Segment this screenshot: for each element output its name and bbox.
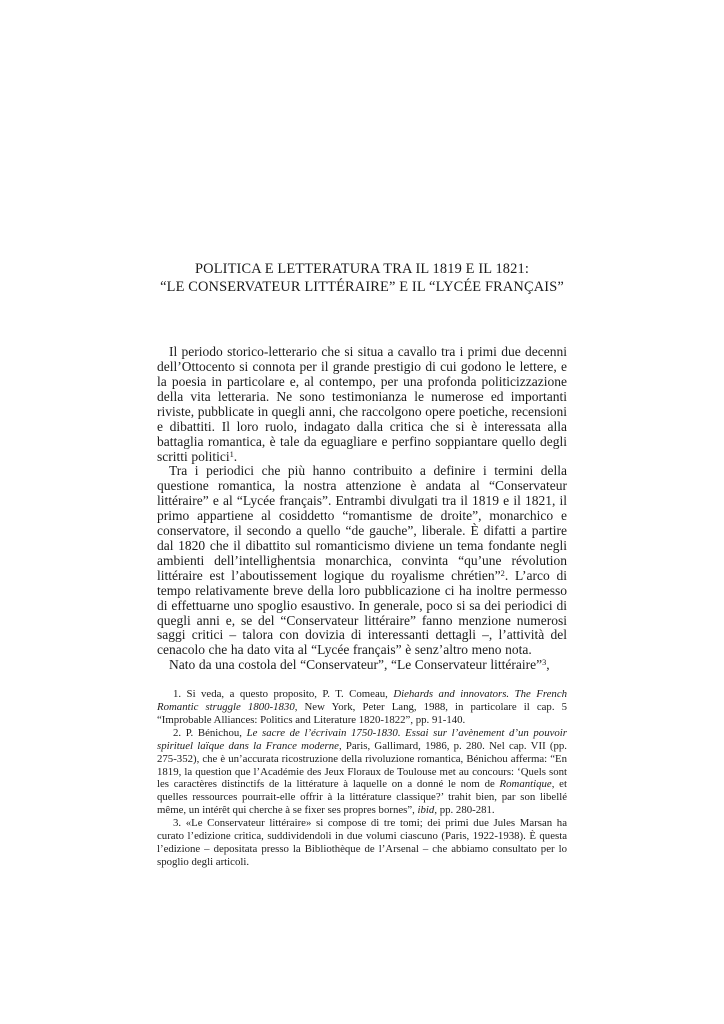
article-title-line-1: POLITICA E LETTERATURA TRA IL 1819 E IL 1821: (195, 261, 529, 277)
footnotes-section (157, 688, 567, 869)
article-body (157, 345, 567, 673)
footnote-1: 1. Si veda, a questo proposito, P. T. Comeau, Diehards and innovators. The French Romantic struggle 1800-1830, New York, Peter Lang, 1988, in particolare il cap. 5 “Improbable Alliances: Politics and Literature 1820-1822”, pp. 91-140. (157, 688, 568, 726)
article-title-line-2: “LE CONSERVATEUR LITTÉRAIRE” E IL “LYCÉE FRANÇAIS” (160, 278, 564, 295)
body-paragraph-2: Tra i periodici che più hanno contribuito a definire i termini della questione romantica, la nostra attenzione è andata al “Conservateur littéraire” e al “Lycée français”. Entrambi divulgati tra il 1819 e il 1821, il primo appartiene al cosiddetto “romantisme de droite”, monarchico e conservatore, il secondo a quello “de gauche”, liberale. È difatti a partire dal 1820 che il dibattito sul romanticismo diviene un tema fondante negli ambienti dell’intellighentsia monarchica, convinta “qu’une révolution littéraire est l’aboutissement logique du royalisme chrétien”$^2$. L’arco di tempo relativamente breve della loro pubblicazione ci ha inoltre permesso di effettuarne uno spoglio esaustivo. In generale, poco si sa dei periodici di quegli anni e, se del “Conservateur littéraire” fanno menzione numerosi saggi critici – talora con dovizia di interessanti dettagli –, l’attività del cenacolo che ha dato vita al “Lycée français” è senz’altro meno nota. (157, 463, 567, 658)
body-paragraph-3: Nato da una costola del “Conservateur”, “Le Conservateur littéraire”$^3$, (169, 657, 550, 673)
article-title (157, 261, 567, 296)
body-paragraph-1: Il periodo storico-letterario che si situa a cavallo tra i primi due decenni dell’Ottocento si connota per il grande prestigio di cui godono le lettere, e la poesia in particolare e, al contempo, per una profonda politicizzazione della vita letteraria. Ne sono testimonianza le numerose ed importanti riviste, pubblicate in quegli anni, che raccolgono opere poetiche, recensioni e dibattiti. Il loro ruolo, indagato dalla critica che si è interessata alla battaglia romantica, è tale da eguagliare e perfino soppiantare quello degli scritti politici$^1$. (157, 344, 567, 464)
text-block (157, 261, 567, 869)
footnote-3: 3. «Le Conservateur littéraire» si compose di tre tomi; dei primi due Jules Marsan ha curato l’edizione critica, suddividendoli in due volumi ciascuno (Paris, 1922-1938). È questa l’edizione – depositata presso la Bibliothèque de l’Arsenal – che abbiamo consultato per lo spoglio degli articoli. (157, 817, 567, 868)
footnote-2: 2. P. Bénichou, Le sacre de l’écrivain 1750-1830. Essai sur l’avènement d’un pouvoir spirituel laïque dans la France moderne, Paris, Gallimard, 1986, p. 280. Nel cap. VII (pp. 275-352), che è un’accurata ricostruzione della rivoluzione romantica, Bénichou afferma: “En 1819, la question que l’Académie des Jeux Floraux de Toulouse met au concours: ‘Quels sont les caractères distinctifs de la littérature à laquelle on a donné le nom de Romantique, et quelles ressources pourrait-elle offrir à la littérature classique?’ trahit bien, par son libellé même, un intérêt qui cherche à se fixer ses propres bornes”, ibid, pp. 280-281. (157, 726, 567, 817)
